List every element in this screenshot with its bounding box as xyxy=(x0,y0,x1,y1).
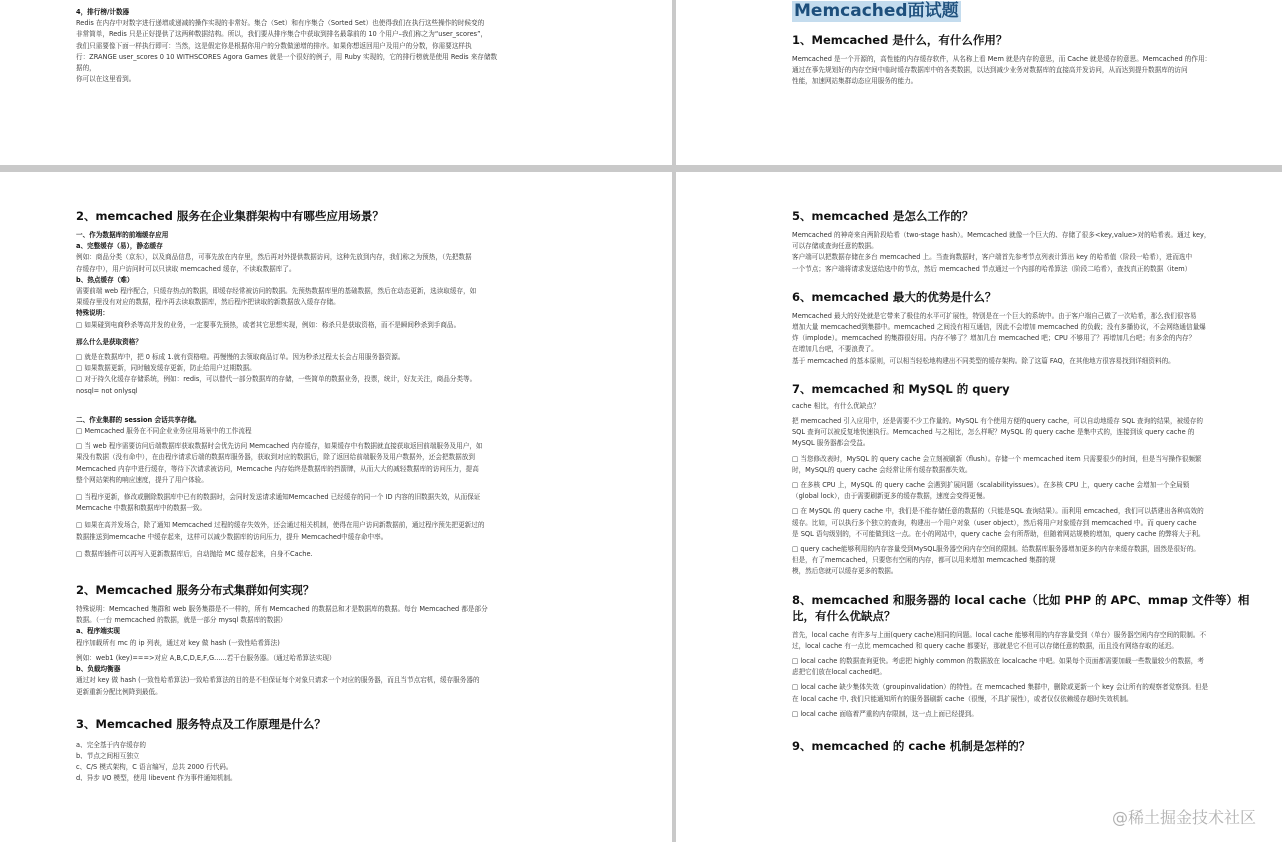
paragraph-line: 果没有数据（没有命中），在由程序请求后端的数据库服务器，获取到对应的数据后，除了返回给前端服务及用户数据外，还会把数据放到 xyxy=(76,453,475,462)
paragraph-line: 过，local cache 有一点比 memcached 和 query cache 都要好，那就是它不但可以存储任意的数据，而且没有网络存取的延迟。 xyxy=(792,641,1178,650)
paragraph-line: □ 如果数据更新，同时触发缓存更新，防止给用户过期数据。 xyxy=(76,364,256,373)
paragraph-line: 缓存。比如，可以执行多个独立的查询，构建出一个用户对象（user object），然后将用户对象缓存到 memcached 中。而 query cache xyxy=(792,518,1197,527)
paragraph-line: Memcache 中数据和数据库中的数据一致。 xyxy=(76,504,207,513)
question-heading: 5、memcached 是怎么工作的？ xyxy=(792,209,974,223)
paragraph-line: □ 当您修改表时，MySQL 的 query cache 会立刻被刷新（flush）。存储一个 memcached item 只需要很少的时间，但是当写操作很频繁 xyxy=(792,454,1202,463)
paragraph-line: □ 数据库插件可以再写入更新数据库后，自动抛给 MC 缓存起来，自身不Cache. xyxy=(76,549,313,558)
paragraph-line: □ 就是在数据库中，把 0 标成 1.就有资格啦。再慢慢的去领取商品订单。因为秒杀过程太长会占用服务器资源。 xyxy=(76,353,405,362)
paragraph-line: 性能，加速网站集群动态应用服务的能力。 xyxy=(792,77,918,86)
paragraph-line: 需要前端 web 程序配合，只缓存热点的数据，即缓存经常被访问的数据。先预热数据库里的基础数据，然后在动态更新，选读取缓存，如 xyxy=(76,287,477,296)
page4-content xyxy=(792,208,1264,754)
paragraph-line: 把 memcached 引入应用中，还是需要不少工作量的。MySQL 有个使用方便的query cache，可以自动地缓存 SQL 查询的结果，被缓存的 xyxy=(792,417,1203,426)
subsection-title: a、完整缓存（易），静态缓存 xyxy=(76,242,163,251)
subsection-title: 二、作业集群的 session 会话共享存储。 xyxy=(76,415,201,424)
paragraph-line: 更新重新分配比例降到最低。 xyxy=(76,687,162,696)
question-heading: 6、memcached 最大的优势是什么？ xyxy=(792,289,997,304)
paragraph-line: □ 当 web 程序需要访问后端数据库获取数据时会优先访问 Memcached 内存缓存，如果缓存中有数据就直接获取返回前端服务及用户，如 xyxy=(76,442,483,451)
paragraph-line: 在增加几台吧，不要浪费了。 xyxy=(792,345,878,354)
paragraph-line: 我们只需要像下面一样执行即可：当然，这是假定你是根据你用户的分数做递增的排序。如果你想返回用户及用户的分数，你需要这样执 xyxy=(76,41,472,50)
paragraph-line: □ query cache能够利用的内存容量受到MySQL服务器空闲内存空间的限制。给数据库服务器增加更多的内存来缓存数据，固然是很好的。 xyxy=(792,545,1200,554)
paragraph-line: 通过在事先规划好的内存空间中临时缓存数据库中的各类数据，以达到减少业务对数据库的直接高并发访问，从而达到提升数据库的访问 xyxy=(792,66,1188,75)
paragraph-line: 基于 memcached 的基本原则，可以相当轻松地构建出不同类型的缓存架构。除了这篇 FAQ，在其他地方很容易找到详细资料的。 xyxy=(792,356,1175,365)
paragraph-line: 模，然后您就可以缓存更多的数据。 xyxy=(792,567,898,576)
paragraph-line: 炸（implode）。memcached 的集群很好用。内存不够了？增加几台 memcached 吧；CPU 不够用了？再增加几台吧；有多余的内存？ xyxy=(792,334,1196,343)
paragraph-line: SQL 查询可以被反复地快速执行。Memcached 与之相比，怎么样呢？MySQL 的 query cache 是集中式的，连接到该 query cache 的 xyxy=(792,428,1195,437)
paragraph-line: （global lock），由于需要刷新更多的缓存数据，速度会变得更慢。 xyxy=(792,492,990,501)
question-heading: 2、Memcached 服务分布式集群如何实现？ xyxy=(76,583,315,598)
subsection-title: 那么什么是获取资格？ xyxy=(76,337,142,346)
paragraph-line: □ local cache 面临着严重的内存限制，这一点上面已经提到。 xyxy=(792,709,978,718)
paragraph-line: Redis 在内存中对数字进行递增或递减的操作实现的非常好。集合（Set）和有序集合（Sorted Set）也使得我们在执行这些操作的时候变的 xyxy=(76,19,485,28)
question-heading: 8、memcached 和服务器的 local cache（比如 PHP 的 APC、mmap 文件等）相比，有什么优缺点？ xyxy=(792,592,1250,623)
paragraph-line: 是 SQL 语句级别的，不可能做到这一点。在小的网站中，query cache 会有所帮助，但随着网站规模的增加，query cache 的弊将大于利。 xyxy=(792,529,1205,538)
question-heading: 9、memcached 的 cache 机制是怎样的？ xyxy=(792,739,1031,754)
question-heading: 1、Memcached 是什么，有什么作用？ xyxy=(792,33,1008,47)
paragraph-line: 果缓存里没有对应的数据，程序再去读取数据库，然后程序把读取的新数据放入缓存存储。 xyxy=(76,298,340,307)
paragraph-line: 你可以在这里看到。 xyxy=(76,75,136,84)
paragraph-line: 例如：商品分类（京东），以及商品信息，可事先放在内存里，然后再对外提供数据访问，这种先放到内存，我们称之为预热，（先把数据 xyxy=(76,253,472,262)
paragraph-line: 特殊说明：Memcached 集群和 web 服务集群是不一样的，所有 Memcached 的数据总和才是数据库的数据。每台 Memcached 都是部分 xyxy=(76,605,488,614)
paragraph-line: 整个网站架构的响应速度，提升了用户体验。 xyxy=(76,475,208,484)
paragraph-line: 虑把它们放在local cached吧。 xyxy=(792,668,886,677)
page1-content xyxy=(76,7,596,85)
paragraph-line: 一个节点；客户端将请求发送给选中的节点，然后 memcached 节点通过一个内部的哈希算法（阶段二哈希），查找真正的数据（item） xyxy=(792,264,1192,273)
paragraph-line: □ 在 MySQL 的 query cache 中，我们是不能存储任意的数据的（只能是SQL 查询结果）。而利用 emcached，我们可以搭建出各种高效的 xyxy=(792,507,1204,516)
list-item: a、完全基于内存缓存的 xyxy=(76,740,146,749)
paragraph-line: 但是，有了memcached，只要您有空闲的内存，都可以用来增加 memcached 集群的规 xyxy=(792,556,1056,565)
paragraph-line: □ 如果在高并发场合，除了通知 Memcached 过程的缓存失效外，还会通过相关机制，使得在用户访问新数据前，通过程序预先把更新过的 xyxy=(76,521,485,530)
page2-content xyxy=(792,1,1264,88)
paragraph-line: Memcached 内存中进行缓存，等待下次请求被访问，Memcache 内存始终是数据库的挡箭牌，从而大大的减轻数据库的访问压力，提高 xyxy=(76,464,479,473)
document-page-1 xyxy=(0,0,672,165)
paragraph-line: □ local cache 缺少集体失效（groupinvalidation）的特性。在 memcached 集群中，删除或更新一个 key 会让所有的观察者觉察到。但是 xyxy=(792,683,1209,692)
subsection-title: a、程序端实现 xyxy=(76,627,121,636)
page3-content xyxy=(76,208,596,785)
paragraph-line: nosql= not onlysql xyxy=(76,386,138,395)
document-title: Memcached面试题 xyxy=(794,1,959,21)
paragraph-line: 可以存储或查询任意的数据。 xyxy=(792,242,878,251)
paragraph-line: □ Memcached 服务在不同企业业务应用场景中的工作流程 xyxy=(76,427,252,436)
paragraph-line: □ 在多核 CPU 上，MySQL 的 query cache 会遇到扩展问题（scalabilityissues）。在多核 CPU 上，query cache 会增加一个全局锁 xyxy=(792,481,1190,490)
list-item: d、异步 I/O 模型，使用 libevent 作为事件通知机制。 xyxy=(76,774,237,783)
subsection-title: b、负载均衡器 xyxy=(76,665,121,674)
document-page-4 xyxy=(676,172,1282,842)
paragraph-line: Memcached 是一个开源的，高性能的内存缓存软件，从名称上看 Mem 就是内存的意思，而 Cache 就是缓存的意思。Memcached 的作用： xyxy=(792,55,1212,63)
paragraph-line: 在 local cache 中, 我们只能通知所有的服务器刷新 cache（很慢，不具扩展性），或者仅仅依赖缓存超时失效机制。 xyxy=(792,694,1133,703)
document-page-2 xyxy=(676,0,1282,165)
list-item: c、C/S 模式架构，C 语言编写，总共 2000 行代码。 xyxy=(76,763,233,772)
paragraph-line: Memcached 最大的好处就是它带来了极佳的水平可扩展性，特别是在一个巨大的系统中。由于客户端自己做了一次哈希，那么我们很容易 xyxy=(792,311,1197,320)
paragraph-line: 增加大量 memcached到集群中。memcached 之间没有相互通信，因此不会增加 memcached 的负载；没有多播协议，不会网络通信量爆 xyxy=(792,323,1206,332)
paragraph-line: 时，MySQL的 query cache 会经常让所有缓存数据都失效。 xyxy=(792,465,972,474)
paragraph-line: 例如：web1 (key)===>对应 A,B,C,D,E,F,G......若干台服务器。（通过哈希算法实现） xyxy=(76,653,336,662)
document-page-3 xyxy=(0,172,672,842)
paragraph-line: 通过对 key 做 hash (一致性哈希算法)一致哈希算法的目的是不但保证每个对象只请求一个对应的服务器，而且当节点宕机，缓存服务器的 xyxy=(76,676,480,685)
subsection-title: b、热点缓存（难） xyxy=(76,275,134,284)
paragraph-line: □ 如果碰到电商秒杀等高并发的业务，一定要事先预热，或者其它思想实现，例如：称杀只是获取资格，而不是瞬间秒杀到手商品。 xyxy=(76,320,461,329)
paragraph-line: MySQL 服务器都会受益。 xyxy=(792,439,870,448)
paragraph-line: □ local cache 的数据查询更快。考虑把 highly common 的数据放在 localcache 中吧。如果每个页面都需要加载一些数量较少的数据，考 xyxy=(792,657,1204,666)
paragraph-line: 数据推送到memcache 中缓存起来，这样可以减少数据库的访问压力，提升 Memcached中缓存命中率。 xyxy=(76,532,388,541)
paragraph-line: 据的， xyxy=(76,64,96,73)
subsection-title: 一、作为数据库的前端缓存应用 xyxy=(76,231,169,239)
paragraph-line: cache 相比，有什么优缺点？ xyxy=(792,401,880,410)
list-item: b、节点之间相互独立 xyxy=(76,751,140,760)
question-heading: 7、memcached 和 MySQL 的 query xyxy=(792,381,1010,396)
section-heading: 4，排行榜/计数器 xyxy=(76,8,130,16)
paragraph-line: 客户端可以把数据存储在多台 memcached 上。当查询数据时，客户端首先参考节点列表计算出 key 的哈希值（阶段一哈希），进而选中 xyxy=(792,253,1193,262)
paragraph-line: □ 当程序更新，修改或删除数据库中已有的数据时，会同时发送请求通知Memcached 已经缓存的同一个 ID 内容的旧数据失效，从而保证 xyxy=(76,493,481,502)
paragraph-line: 数据。（一台 memcached 的数据，就是一部分 mysql 数据库的数据） xyxy=(76,616,287,625)
subsection-title: 特殊说明： xyxy=(76,309,109,318)
watermark: @稀土掘金技术社区 xyxy=(1111,808,1256,827)
question-heading: 2、memcached 服务在企业集群架构中有哪些应用场景？ xyxy=(76,209,384,223)
paragraph-line: □ 对于持久化缓存存储系统，例如：redis，可以替代一部分数据库的存储，一些简单的数据业务，投票，统计，好友关注，商品分类等。 xyxy=(76,375,477,384)
paragraph-line: 程序加载所有 mc 的 ip 列表，通过对 key 做 hash (一致性哈希算法) xyxy=(76,638,280,647)
paragraph-line: 非常简单，Redis 只是正好提供了这两种数据结构。所以，我们要从排序集合中获取到排名最靠前的 10 个用户–我们称之为“user_scores”， xyxy=(76,30,488,39)
paragraph-line: 首先，local cache 有许多与上面(query cache)相同的问题。local cache 能够利用的内存容量受到（单台）服务器空闲内存空间的限制。不 xyxy=(792,630,1207,639)
paragraph-line: 行：ZRANGE user_scores 0 10 WITHSCORES Agora Games 就是一个很好的例子，用 Ruby 实现的，它的排行榜就是使用 Redis 来存储数 xyxy=(76,52,498,61)
paragraph-line: Memcached 的神奇来自两阶段哈希（two-stage hash）。Memcached 就像一个巨大的、存储了很多<key,value>对的哈希表。通过 key， xyxy=(792,231,1211,239)
question-heading: 3、Memcached 服务特点及工作原理是什么？ xyxy=(76,716,326,731)
paragraph-line: 存缓存中），用户访问时可以只读取 memcached 缓存，不读取数据库了。 xyxy=(76,264,296,273)
